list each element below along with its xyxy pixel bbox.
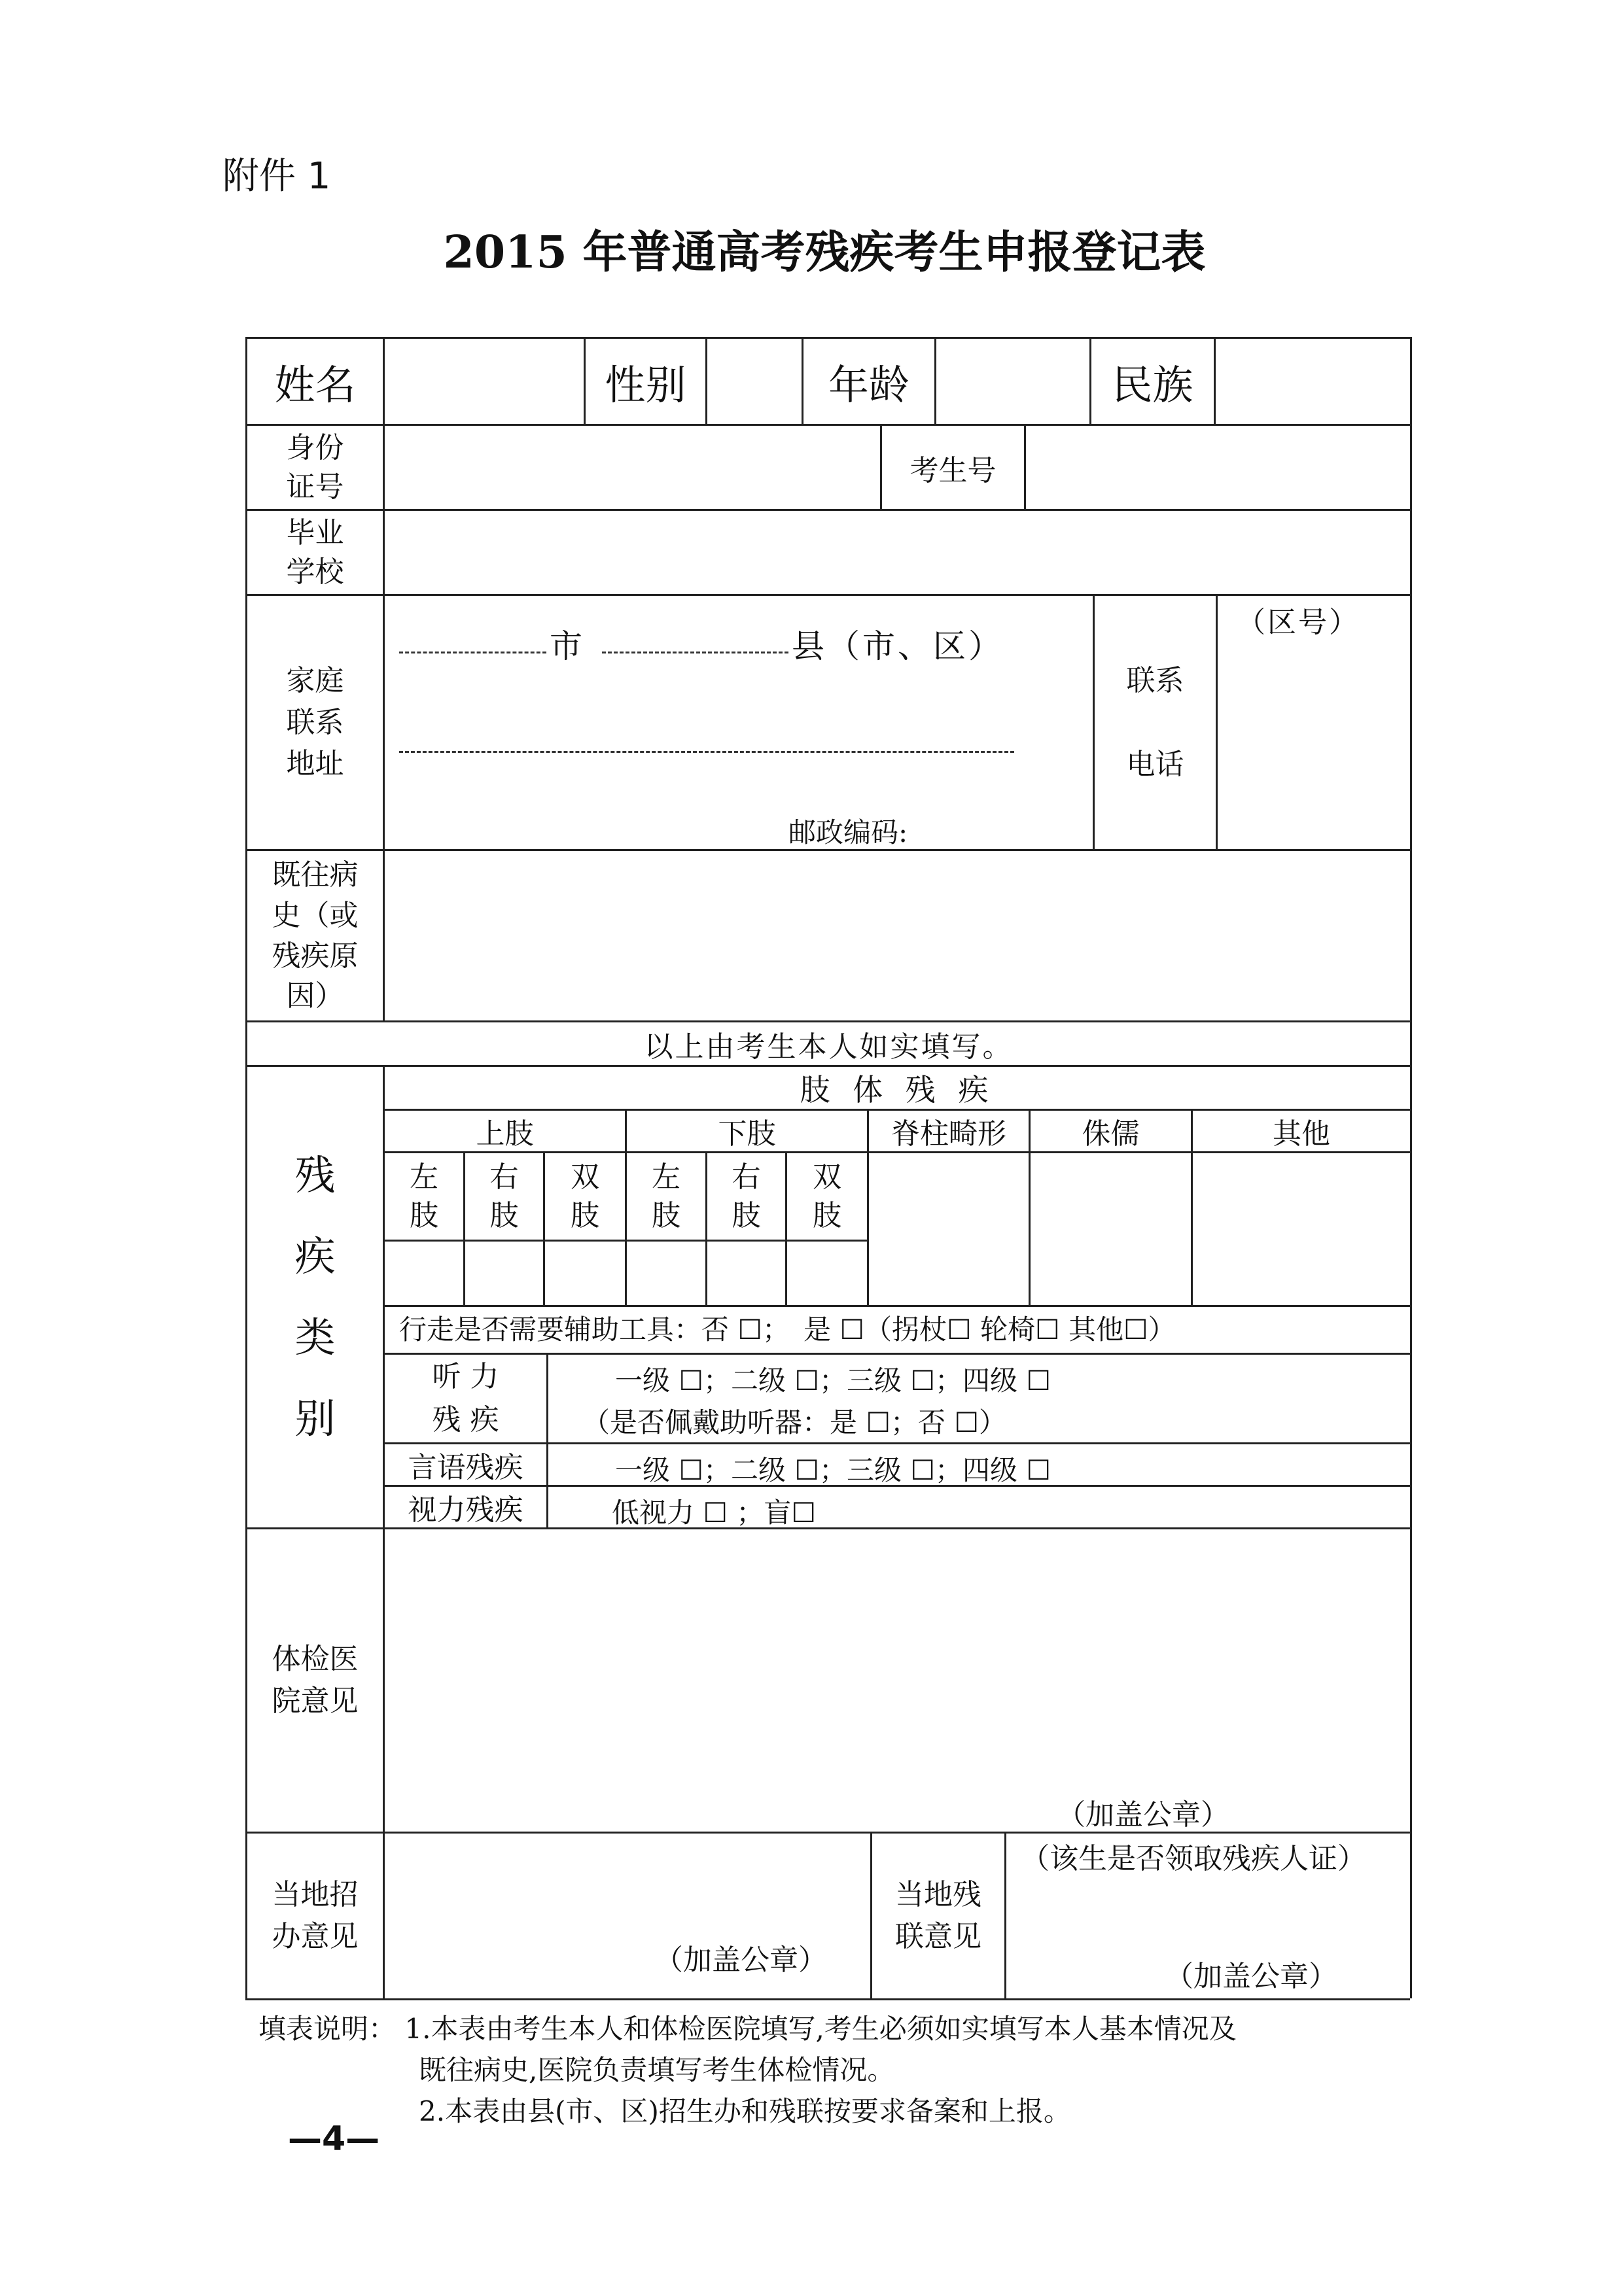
street-input[interactable] bbox=[399, 713, 1014, 752]
history-label-line2: 史（或 bbox=[272, 898, 359, 932]
upper-right-cell[interactable] bbox=[465, 1242, 543, 1305]
id-number-label bbox=[247, 426, 383, 509]
phone-label-line2: 电话 bbox=[1126, 747, 1184, 781]
lower-both-char-1: 双 bbox=[813, 1160, 841, 1194]
category-char-2: 疾 bbox=[294, 1232, 336, 1280]
school-field[interactable] bbox=[385, 511, 1410, 594]
gender-field[interactable] bbox=[707, 339, 802, 424]
instructions-item2: 2.本表由县(市、区)招生办和残联按要求备案和上报。 bbox=[419, 2095, 1071, 2127]
lower-left-char-1: 左 bbox=[652, 1160, 680, 1194]
id-label-line1: 身份 bbox=[286, 431, 344, 465]
postcode-label: 邮政编码: bbox=[788, 816, 908, 848]
history-label-line3: 残疾原 bbox=[272, 939, 359, 973]
dwarfism-header: 侏儒 bbox=[1082, 1117, 1140, 1151]
hospital-label-line1: 体检医 bbox=[272, 1643, 359, 1677]
instructions bbox=[258, 2008, 1237, 2132]
federation-seal-label: （加盖公章） bbox=[1165, 1960, 1337, 1993]
upper-left-char-2: 肢 bbox=[410, 1199, 438, 1232]
gender-label: 性别 bbox=[605, 360, 686, 409]
disability-category-label bbox=[247, 1067, 383, 1527]
exam-number-field[interactable] bbox=[1026, 426, 1410, 509]
lower-both-char-2: 肢 bbox=[813, 1199, 841, 1232]
medical-history-label bbox=[247, 851, 383, 1020]
school-label-line2: 学校 bbox=[286, 555, 344, 589]
phone-label-line1: 联系 bbox=[1126, 663, 1184, 697]
lower-limb-header: 下肢 bbox=[718, 1117, 776, 1151]
address-label bbox=[247, 596, 383, 849]
instructions-item1-line1: 1.本表由考生本人和体检医院填写,考生必须如实填写本人基本情况及 bbox=[404, 2013, 1237, 2045]
medical-history-field[interactable] bbox=[385, 851, 1410, 1020]
lower-left-cell[interactable] bbox=[627, 1242, 705, 1305]
spine-deformity-header: 脊柱畸形 bbox=[891, 1117, 1006, 1151]
other-limb-header: 其他 bbox=[1273, 1117, 1330, 1151]
id-label-line2: 证号 bbox=[286, 470, 344, 504]
phone-field[interactable] bbox=[1218, 641, 1410, 849]
other-limb-cell[interactable] bbox=[1193, 1153, 1410, 1305]
hearing-disability-label bbox=[385, 1355, 546, 1442]
upper-left-cell[interactable] bbox=[385, 1242, 463, 1305]
upper-left-char-1: 左 bbox=[410, 1160, 438, 1194]
lower-right-limb-header bbox=[707, 1153, 785, 1240]
area-code-label: （区号） bbox=[1237, 606, 1360, 639]
hearing-levels[interactable]: 一级 ☐；二级 ☐；三级 ☐；四级 ☐ bbox=[615, 1365, 1051, 1397]
hearing-aid-question[interactable]: （是否佩戴助听器：是 ☐；否 ☐） bbox=[582, 1406, 1007, 1438]
upper-both-char-1: 双 bbox=[571, 1160, 599, 1194]
history-label-line1: 既往病 bbox=[272, 858, 359, 892]
admissions-office-label bbox=[247, 1834, 383, 1998]
history-label-line4: 因） bbox=[286, 979, 344, 1013]
lower-both-limb-header bbox=[787, 1153, 867, 1240]
name-field[interactable] bbox=[385, 339, 584, 424]
upper-left-limb-header bbox=[385, 1153, 463, 1240]
lower-left-char-2: 肢 bbox=[652, 1199, 680, 1232]
upper-both-char-2: 肢 bbox=[571, 1199, 599, 1232]
address-label-line1: 家庭 bbox=[286, 663, 344, 697]
disabled-federation-field[interactable] bbox=[1006, 1877, 1410, 1949]
upper-right-char-1: 右 bbox=[489, 1160, 519, 1194]
vision-disability-label: 视力残疾 bbox=[408, 1493, 523, 1527]
upper-both-limb-header bbox=[545, 1153, 625, 1240]
hearing-label-line2: 残 疾 bbox=[432, 1403, 499, 1436]
page-number: —4— bbox=[288, 2119, 380, 2159]
form-title: 2015 年普通高考残疾考生申报登记表 bbox=[443, 226, 1206, 279]
category-char-1: 残 bbox=[294, 1151, 336, 1199]
age-label: 年龄 bbox=[828, 360, 909, 409]
name-label: 姓名 bbox=[274, 360, 356, 409]
vision-levels[interactable]: 低视力 ☐ ；盲☐ bbox=[612, 1497, 817, 1529]
self-fill-note: 以上由考生本人如实填写。 bbox=[644, 1030, 1014, 1064]
ethnicity-field[interactable] bbox=[1216, 339, 1410, 424]
school-label-line1: 毕业 bbox=[286, 516, 344, 550]
upper-both-cell[interactable] bbox=[545, 1242, 625, 1305]
lower-right-char-2: 肢 bbox=[732, 1199, 761, 1232]
instructions-item1-line2: 既往病史,医院负责填写考生体检情况。 bbox=[419, 2054, 895, 2086]
disability-cert-question: （该生是否领取残疾人证） bbox=[1021, 1842, 1366, 1875]
lower-right-char-1: 右 bbox=[732, 1160, 761, 1194]
lower-both-cell[interactable] bbox=[787, 1242, 867, 1305]
attachment-label: 附件 1 bbox=[222, 155, 331, 198]
hospital-label-line2: 院意见 bbox=[272, 1684, 359, 1718]
school-label bbox=[247, 511, 383, 594]
phone-label bbox=[1095, 596, 1216, 849]
admissions-seal-label: （加盖公章） bbox=[654, 1943, 827, 1977]
category-char-4: 别 bbox=[294, 1395, 336, 1442]
category-char-3: 类 bbox=[294, 1313, 336, 1361]
county-label: 县（市、区） bbox=[792, 627, 1004, 665]
limb-disability-header: 肢 体 残 疾 bbox=[800, 1072, 995, 1107]
speech-disability-label: 言语残疾 bbox=[408, 1451, 523, 1484]
walking-aid-question[interactable]: 行走是否需要辅助工具：否 ☐； 是 ☐（拐杖☐ 轮椅☐ 其他☐） bbox=[399, 1313, 1176, 1346]
hospital-opinion-field[interactable] bbox=[385, 1529, 1410, 1791]
admissions-label-line2: 办意见 bbox=[272, 1920, 359, 1953]
upper-right-limb-header bbox=[465, 1153, 543, 1240]
federation-label-line2: 联意见 bbox=[895, 1920, 981, 1953]
city-label: 市 bbox=[550, 627, 582, 665]
city-input[interactable] bbox=[399, 615, 546, 654]
dwarfism-cell[interactable] bbox=[1031, 1153, 1191, 1305]
upper-right-char-2: 肢 bbox=[489, 1199, 519, 1232]
admissions-office-field[interactable] bbox=[385, 1834, 870, 1951]
id-number-field[interactable] bbox=[385, 426, 880, 509]
federation-label-line1: 当地残 bbox=[895, 1878, 981, 1912]
hospital-seal-label: （加盖公章） bbox=[1057, 1798, 1229, 1832]
lower-right-cell[interactable] bbox=[707, 1242, 785, 1305]
county-input[interactable] bbox=[602, 615, 788, 654]
lower-left-limb-header bbox=[627, 1153, 705, 1240]
disabled-federation-label bbox=[872, 1834, 1004, 1998]
hearing-label-line1: 听 力 bbox=[432, 1360, 499, 1393]
admissions-label-line1: 当地招 bbox=[272, 1878, 359, 1912]
speech-levels[interactable]: 一级 ☐；二级 ☐；三级 ☐；四级 ☐ bbox=[615, 1454, 1051, 1486]
hospital-opinion-label bbox=[247, 1529, 383, 1832]
address-label-line2: 联系 bbox=[286, 705, 344, 739]
instructions-lead: 填表说明： bbox=[258, 2013, 397, 2045]
upper-limb-header: 上肢 bbox=[476, 1117, 534, 1151]
age-field[interactable] bbox=[936, 339, 1089, 424]
ethnicity-label: 民族 bbox=[1112, 360, 1193, 409]
address-label-line3: 地址 bbox=[286, 747, 344, 781]
exam-number-label: 考生号 bbox=[909, 453, 997, 487]
spine-cell[interactable] bbox=[869, 1153, 1029, 1305]
